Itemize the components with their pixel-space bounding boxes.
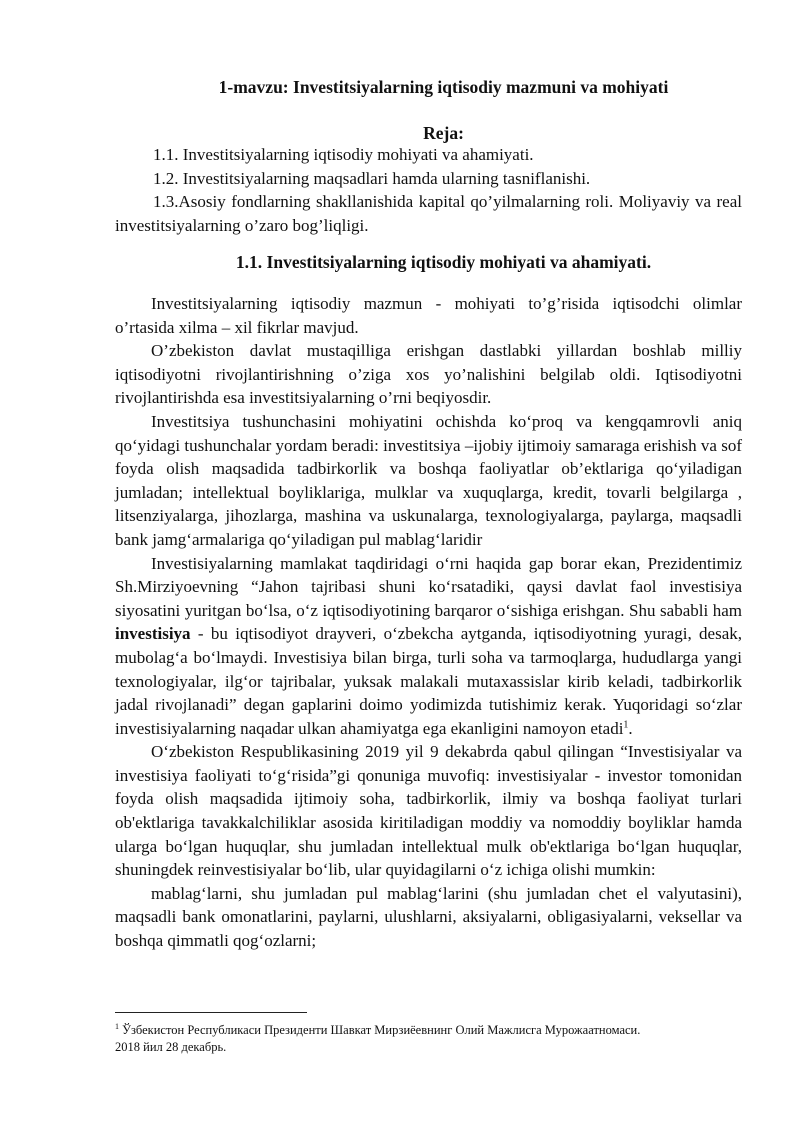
footnote [115, 1022, 742, 1056]
paragraph: Investitsiya tushunchasini mohiyatini ochishda ko‘proq va kengqamrovli aniq qo‘yidagi tushunchalar yordam beradi: investitsiya –ijobiy ijtimoiy samaraga erishish va sof foyda olish maqsadida tadbirkorlik va boshqa faoliyatlar ob’ektlariga qo‘yiladigan jumladan; intellektual boyliklariga, mulklar va xuquqlarga, kredit, tovarli belgilarga , litsenziyalarga, jihozlarga, mashina va uskunalarga, texnologiyalarga, paylarga, maqsadli bank jamg‘armalariga qo‘yiladigan pul mablag‘laridir [115, 411, 742, 549]
page-title: 1-mavzu: Investitsiyalarning iqtisodiy mazmuni va mohiyati [218, 77, 669, 97]
footnote-text: Ўзбекистон Республикаси Президенти Шавкат Мирзиёевнинг Олий Мажлисга Мурожаатномаси. [119, 1023, 641, 1037]
section-heading: 1.1. Investitsiyalarning iqtisodiy mohiyati va ahamiyati. [235, 252, 652, 272]
paragraph-text: - bu iqtisodiyot drayveri, o‘zbekcha aytganda, iqtisodiyotning yuragi, desak, mubolag‘a bo‘lmaydi. Investisiya bilan birga, turli soha va tarmoqlarga, hududlarga yangi texnologiyalar, ilg‘or tajribalar, yuksak malakali mutaxassislar kirib keladi, tadbirkorlik jadal rivojlanadi” degan gaplarini doimo yodimizda tutishimiz kerak. Yuqoridagi so‘zlar investisiyalarning naqadar ulkan ahamiyatga ega ekanligini namoyon etadi [115, 624, 742, 738]
plan-item: 1.3.Asosiy fondlarning shakllanishida kapital qo’yilmalarning roli. Moliyaviy va real investitsiyalarning o’zaro bog’liqligi. [115, 192, 742, 235]
footnote-mark: 1 [115, 1021, 119, 1031]
paragraph: mablag‘larni, shu jumladan pul mablag‘larini (shu jumladan chet el valyutasini), maqsadli bank omonatlarini, paylarni, ulushlarni, aksiyalarni, obligasiyalarni, veksellar va boshqa qimmatli qog‘ozlarni; [115, 883, 742, 951]
plan-item: 1.1. Investitsiyalarning iqtisodiy mohiyati va ahamiyati. [153, 145, 534, 164]
footnote-reference[interactable]: 1 [623, 719, 629, 731]
paragraph-text: . [628, 718, 633, 738]
plan-item: 1.2. Investitsiyalarning maqsadlari hamda ularning tasniflanishi. [153, 168, 591, 188]
paragraph [115, 552, 742, 741]
footnote-line [115, 1022, 742, 1039]
footnote-line: 2018 йил 28 декабрь. [115, 1040, 227, 1054]
paragraph-text: Investisiyalarning mamlakat taqdiridagi o‘rni haqida gap borar ekan, Prezidentimiz Sh.Mirziyoevning “Jahon tajribasi shuni ko‘rsatadiki, qaysi davlat faol investisiya siyosatini yuritgan bo‘lsa, o‘z iqtisodiyotining barqaror o‘sishiga erishgan. Shu sababli ham [115, 553, 742, 620]
plan-list [115, 143, 742, 237]
bold-term: investisiya [115, 624, 191, 644]
paragraph: O’zbekiston davlat mustaqilliga erishgan dastlabki yillardan boshlab milliy iqtisodiyotni rivojlantirishning o’ziga xos yo’nalishini belgilab oldi. Iqtisodiyotni rivojlantirishda esa investitsiyalarning o’rni beqiyosdir. [115, 341, 742, 408]
paragraph: Investitsiyalarning iqtisodiy mazmun - mohiyati to’g’risida iqtisodchi olimlar o’rtasida xilma – xil fikrlar mavjud. [115, 294, 742, 337]
plan-heading: Reja: [423, 123, 464, 143]
body-text [115, 292, 742, 953]
paragraph: O‘zbekiston Respublikasining 2019 yil 9 dekabrda qabul qilingan “Investisiyalar va investisiya faoliyati to‘g‘risida”gi qonuniga muvofiq: investisiyalar - investor tomonidan foyda olish maqsadida ijtimoiy soha, tadbirkorlik, ilmiy va boshqa faoliyat turlari ob'ektlariga tavakkalchiliklar asosida kiritiladigan moddiy va nomoddiy boyliklar hamda ularga bo‘lgan huquqlar, shu jumladan intellektual mulk ob'ektlariga bo‘lgan huquqlar, shuningdek reinvestisiyalar bo‘lib, ular quyidagilarni o‘z ichiga olishi mumkin: [115, 742, 742, 880]
footnote-divider [115, 1012, 307, 1013]
